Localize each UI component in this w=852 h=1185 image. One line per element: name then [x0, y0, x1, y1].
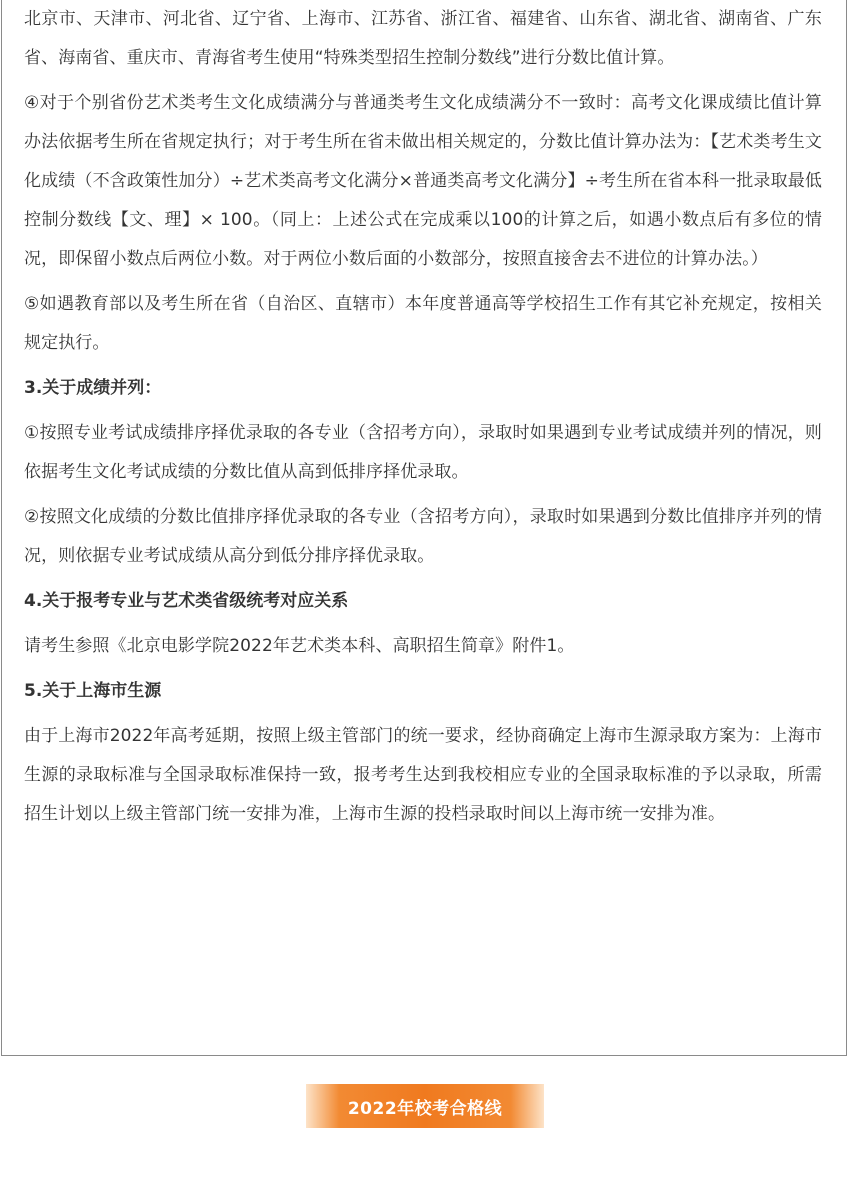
section-heading-score-tie: 3.关于成绩并列：	[24, 378, 162, 398]
paragraph-supplementary-rules: ⑤如遇教育部以及考生所在省（自治区、直辖市）本年度普通高等学校招生工作有其它补充规定，按相关规定执行。	[24, 294, 822, 353]
paragraph-tie-by-professional-score: ①按照专业考试成绩排序择优录取的各专业（含招考方向），录取时如果遇到专业考试成绩并列的情况，则依据考生文化考试成绩的分数比值从高到低排序择优录取。	[24, 423, 822, 482]
paragraph-shanghai-admission: 由于上海市2022年高考延期，按照上级主管部门的统一要求，经协商确定上海市生源录取方案为：上海市生源的录取标准与全国录取标准保持一致，报考考生达到我校相应专业的全国录取标准的予以录取，所需招生计划以上级主管部门统一安排为准，上海市生源的投档录取时间以上海市统一安排为准。	[24, 726, 822, 824]
banner-title: 2022年校考合格线	[347, 1098, 503, 1119]
paragraph-tie-by-culture-ratio: ②按照文化成绩的分数比值排序择优录取的各专业（含招考方向），录取时如果遇到分数比值排序并列的情况，则依据专业考试成绩从高分到低分排序择优录取。	[24, 507, 822, 566]
paragraph-special-control-line: 北京市、天津市、河北省、辽宁省、上海市、江苏省、浙江省、福建省、山东省、湖北省、湖南省、广东省、海南省、重庆市、青海省考生使用“特殊类型招生控制分数线”进行分数比值计算。	[24, 9, 822, 68]
section-heading-major-correspondence: 4.关于报考专业与艺术类省级统考对应关系	[24, 591, 349, 611]
section-banner-2022-passing-line	[306, 1084, 544, 1128]
paragraph-score-ratio-calculation: ④对于个别省份艺术类考生文化成绩满分与普通类考生文化成绩满分不一致时：高考文化课成绩比值计算办法依据考生所在省规定执行；对于考生所在省未做出相关规定的，分数比值计算办法为：【艺术类考生文化成绩（不含政策性加分）÷艺术类高考文化满分×普通类高考文化满分】÷考生所在省本科一批录取最低控制分数线【文、理】× 100。（同上：上述公式在完成乘以100的计算之后，如遇小数点后有多位的情况，即保留小数点后两位小数。对于两位小数后面的小数部分，按照直接舍去不进位的计算办法。）	[24, 93, 822, 269]
section-heading-shanghai: 5.关于上海市生源	[24, 681, 162, 701]
paragraph-refer-appendix: 请考生参照《北京电影学院2022年艺术类本科、高职招生简章》附件1。	[24, 636, 575, 656]
article-content-box	[1, 0, 847, 1056]
